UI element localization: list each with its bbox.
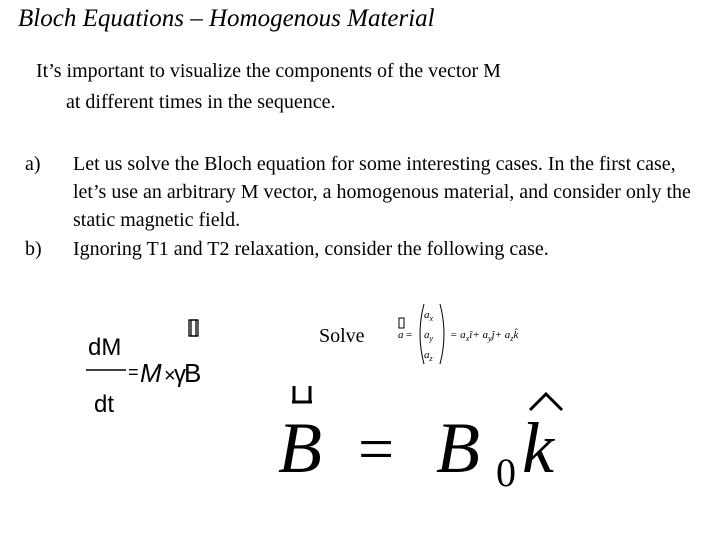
vector-marker-icon — [292, 386, 312, 402]
list-marker: a) — [25, 153, 41, 175]
denominator: dt — [94, 391, 115, 418]
vector-definition — [396, 300, 556, 368]
field-subscript: 0 — [496, 450, 516, 492]
list-item-text: Ignoring T1 and T2 relaxation, consider the following case. — [73, 238, 549, 260]
list-item — [25, 150, 705, 234]
vector-marker-icon — [191, 320, 198, 336]
field-equals: = — [358, 413, 395, 484]
bloch-equation — [80, 312, 210, 422]
rhs-m: M — [140, 358, 162, 388]
field-b0: B — [436, 408, 480, 488]
intro-line-1: It’s important to visualize the components of the vector M — [36, 60, 501, 82]
slide-title: Bloch Equations – Homogenous Material — [18, 5, 435, 32]
component-expansion: = $a_xî+$ $a_yĵ+$ $a_zk̂$ — [450, 329, 519, 343]
vector-equals: = — [406, 329, 413, 341]
field-k: k — [522, 408, 554, 488]
case-list — [25, 150, 705, 268]
rhs-b: B — [184, 358, 202, 388]
field-equation — [272, 380, 592, 492]
component-z: $a_z$ — [424, 349, 433, 363]
list-item — [25, 235, 705, 263]
intro-line-2: at different times in the sequence. — [66, 91, 336, 113]
intro-paragraph — [36, 56, 676, 118]
vector-lhs: a — [398, 329, 404, 341]
list-item-text: Let us solve the Bloch equation for some interesting cases. In the first case, let’s use an arbitrary M vector, a homogenous material, and consider only the static magnetic field. — [73, 153, 691, 231]
solve-label: Solve — [319, 325, 365, 347]
right-paren — [440, 304, 444, 364]
gamma-symbol: γ — [174, 361, 186, 388]
cross-sign: × — [164, 365, 176, 387]
numerator: dM — [88, 334, 122, 361]
component-y: $a_y$ — [424, 329, 434, 343]
component-x: $a_x$ — [424, 309, 434, 323]
vector-marker-icon — [399, 318, 404, 328]
equals-sign: = — [128, 362, 139, 382]
list-marker: b) — [25, 238, 42, 260]
vector-marker-icon — [189, 320, 196, 336]
field-b: B — [278, 408, 322, 488]
